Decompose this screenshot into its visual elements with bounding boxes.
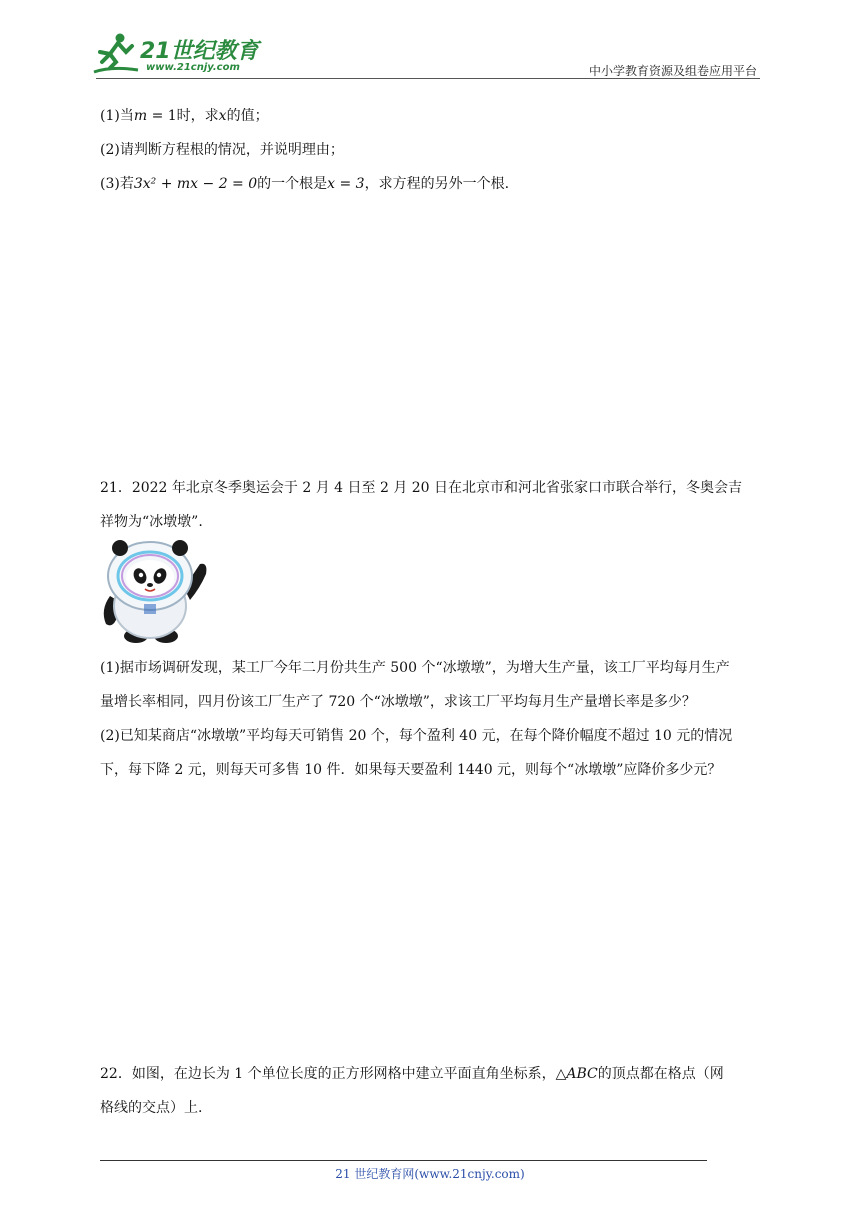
q22-line1 bbox=[100, 1064, 724, 1084]
site-logo bbox=[92, 32, 272, 78]
q20-part1-value: = 1 bbox=[147, 108, 177, 124]
q20-part3-text-c: ，求方程的另外一个根. bbox=[364, 176, 510, 192]
q20-part1-text-b: 时，求 bbox=[176, 108, 219, 124]
q20-part1-text-c: 的值； bbox=[226, 108, 269, 124]
q22-triangle: △ABC bbox=[555, 1066, 598, 1082]
q20-part3-text-b: 的一个根是 bbox=[257, 176, 328, 192]
q20-var-m: m bbox=[133, 108, 148, 124]
q21-part1-line2: 量增长率相同，四月份该工厂生产了 720 个“冰墩墩”，求该工厂平均每月生产量增长率是多少？ bbox=[100, 694, 696, 710]
q20-var-x: x bbox=[218, 108, 227, 124]
q21-stem-line2: 祥物为“冰墩墩”. bbox=[100, 514, 203, 530]
logo-url: www.21cnjy.com bbox=[146, 62, 240, 73]
bing-dwen-dwen-image bbox=[100, 540, 208, 644]
q22-text-a: 22．如图，在边长为 1 个单位长度的正方形网格中建立平面直角坐标系， bbox=[100, 1066, 556, 1082]
logo-title: 21世纪教育 bbox=[140, 39, 259, 64]
q20-part3 bbox=[100, 174, 509, 194]
q22-text-b: 的顶点都在格点（网 bbox=[597, 1066, 724, 1082]
q20-part2: (2)请判断方程根的情况，并说明理由； bbox=[100, 142, 344, 158]
page-header bbox=[0, 0, 860, 80]
q20-part3-text-a: (3)若 bbox=[100, 176, 134, 192]
q20-part1 bbox=[100, 106, 269, 126]
q21-part2-line1: (2)已知某商店“冰墩墩”平均每天可销售 20 个，每个盈利 40 元，在每个降价幅度不超过 10 元的情况 bbox=[100, 728, 733, 744]
q21-part1-line1: (1)据市场调研发现，某工厂今年二月份共生产 500 个“冰墩墩”，为增大生产量，该工厂平均每月生产 bbox=[100, 660, 730, 676]
header-divider bbox=[96, 78, 760, 79]
q20-root: x = 3 bbox=[327, 176, 365, 192]
runner-logo-icon bbox=[92, 32, 142, 76]
q22-line2: 格线的交点）上. bbox=[100, 1100, 203, 1116]
platform-tagline: 中小学教育资源及组卷应用平台 bbox=[588, 64, 757, 78]
q21-stem-line1: 21．2022 年北京冬季奥运会于 2 月 4 日至 2 月 20 日在北京市和河北省张家口市联合举行，冬奥会吉 bbox=[100, 480, 743, 496]
q20-equation: 3x² + mx − 2 = 0 bbox=[133, 176, 258, 192]
footer-divider bbox=[100, 1160, 707, 1161]
q21-part2-line2: 下，每下降 2 元，则每天可多售 10 件．如果每天要盈利 1440 元，则每个“冰墩墩”应降价多少元？ bbox=[100, 762, 722, 778]
q20-part1-text-a: (1)当 bbox=[100, 108, 134, 124]
footer-link[interactable]: 21 世纪教育网(www.21cnjy.com) bbox=[335, 1167, 525, 1181]
